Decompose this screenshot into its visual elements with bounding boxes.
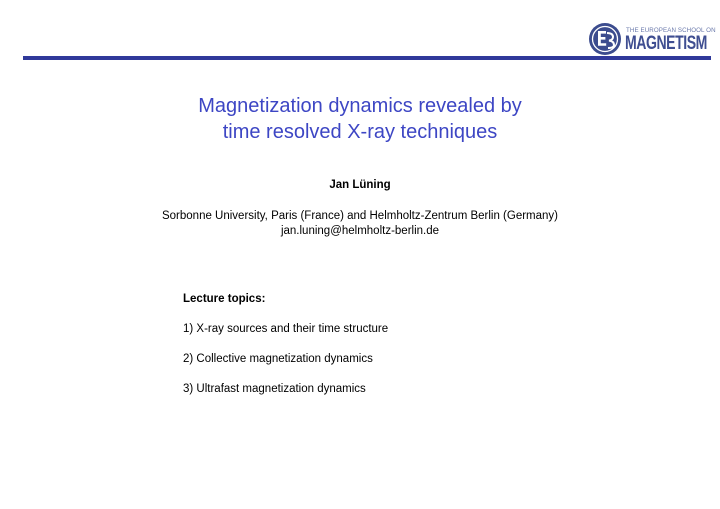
- affiliation: Sorbonne University, Paris (France) and Helmholtz-Zentrum Berlin (Germany): [161, 210, 559, 222]
- author-name: Jan Lüning: [329, 179, 391, 191]
- slide-title: [0, 93, 720, 145]
- header-rule: [23, 56, 711, 60]
- logo-name: MAGNETISM: [625, 33, 707, 54]
- affiliation-block: [0, 209, 720, 239]
- logo-tagline: THE EUROPEAN SCHOOL ON: [626, 27, 716, 34]
- slide-title-line1: Magnetization dynamics revealed by: [198, 95, 522, 117]
- slide-title-line2: time resolved X-ray techniques: [222, 121, 498, 143]
- esm-logo: [588, 22, 716, 56]
- esm-logo-icon: [588, 22, 622, 56]
- lecture-topics: [183, 292, 388, 412]
- author-email: jan.luning@helmholtz-berlin.de: [280, 225, 440, 237]
- topics-heading: Lecture topics:: [183, 293, 266, 305]
- topic-item: 2) Collective magnetization dynamics: [183, 353, 373, 365]
- topic-item: 3) Ultrafast magnetization dynamics: [183, 383, 366, 395]
- topic-item: 1) X-ray sources and their time structure: [183, 323, 389, 335]
